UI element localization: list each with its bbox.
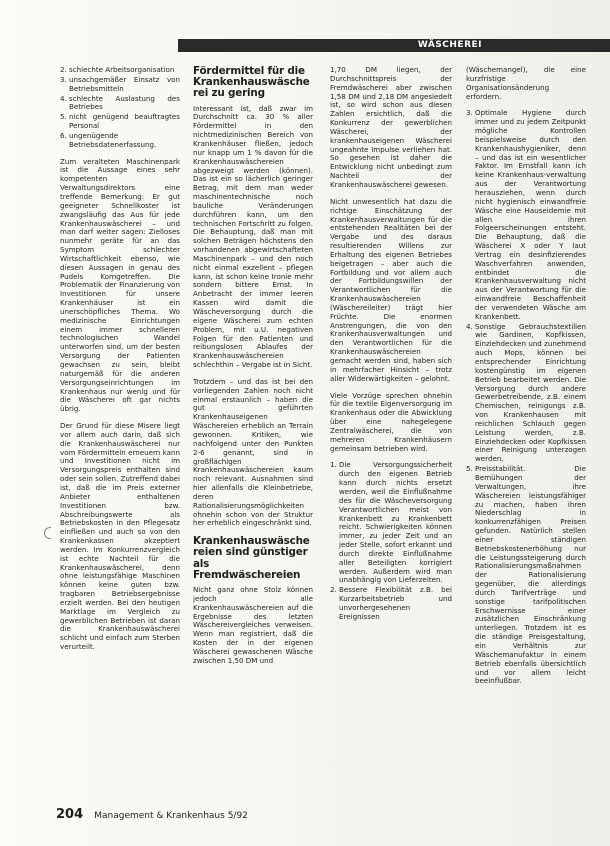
list-number: 5. (466, 464, 473, 474)
list-item (466, 323, 586, 465)
list-number: 3. (60, 74, 67, 84)
list-text: schlechte Arbeitsorganisation (69, 65, 175, 74)
list-item (60, 66, 180, 75)
list-item (60, 132, 180, 150)
publication-title: Management & Krankenhaus 5/92 (94, 811, 248, 821)
section-header-bar (178, 39, 610, 52)
body-paragraph: Zum veralteten Maschinenpark ist die Aussage eines sehr kompetenten Verwaltungsdirektors eine treffende Bemerkung: Er gut geeigneter Schnellkoster ist zwangsläufig das Aus für jede Krankenhauswäscherei – und man darf weiter sagen: Zielloses nunmehr geräte für an das Symptom schlechter Wirtschaftlichkeit ebenso, wie diesen Aussagen in genau des Pudels Korngetreffen. Die Problematik der Finanzierung von Investitionen für unsere Krankenhäuser ist ein unerschöpfliches Thema. Wo medizinische Einrichtungen einem immer schnelleren technologischen Wandel unterworfen sind, um der besten Versorgung der Patienten gewachsen zu sein, bleibt naturgemäß für die anderen Versorgungseinrichtungen im Krankenhaus nur wenig und für die Wäscherei oft gar nichts übrig. (60, 156, 180, 414)
list-item (466, 109, 586, 321)
body-paragraph: Interessant ist, daß zwar im Durchschnitt ca. 30 % aller Fördermittel in den nichtmedizinischen Bereich von Krankenhäuser fließen, jedoch nur knapp um 1 % davon für die Krankenhauswäschereien abgezweigt werden (können). Das ist ein so lächerlich geringer Betrag, mit dem man weder maschinentechnische noch bauliche Veränderungen durchführen kann, um den technischen Fortschritt zu folgen. Die Behauptung, daß man mit solchen Beträgen höchstens den vorhandenen abgewirtschafteten Maschinenpark – und den noch nicht einmal exzellent – pflegen kann, ist schon keine Ironie mehr sondern bittere Ernst. In Anbetracht der immer leeren Kassen wird damit die Wäscheversorgung durch die eigene Wäscherei zum echten Problem, mit u.U. negativen Folgen für den Patienten und reibungslosen Ablaufes der Krankenhauswäschereien schlechthin – Vergabe ist in Sicht. (193, 103, 313, 370)
list-number: 4. (466, 321, 473, 331)
page-footer (56, 806, 248, 820)
margin-mark (44, 527, 51, 539)
list-text: Sonstige Gebrauchstextilien wie Gardinen, Kopfkissen, Einziehdecken und zunehmend auch Mops, können bei entsprechender Einrichtung kostengünstig im eigenen Betrieb bearbeitet werden. Die Versorgung durch andere Gewerbetreibende, z.B. einem Chemischen, reinigungs z.B. von Krankenhausen mit reichlichen Schlauch gegen Leistung werden, z.B. Einziehdecken oder Kopfkissen einer Reinigung unterzogen werden. (475, 321, 586, 464)
list-item (60, 95, 180, 113)
list-item (330, 461, 452, 585)
subheading: Krankenhauswäschereien sind günstiger als Fremdwäschereien (193, 535, 310, 581)
list-item (60, 76, 180, 94)
subheading: Fördermittel für die Krankenhauswäscherei zu gering (193, 65, 310, 100)
numbered-list (60, 66, 180, 150)
list-text: Preisstabilität. Die Bemühungen der Verwaltungen, ihre Wäschereien leistungsfähiger zu machen, haben ihren Niederschlag in konkurrenzfähigen Preisen gefunden. Natürlich stellen einer ständigen Betriebskostenerhöhung nur die Leistungssteigerung durch Rationalisierungsmaßnahmen der Rationalisierung gegenüber, die allerdings durch Tarifverträge und sonstige tarifpolitischen Erschwernisse einer zusätzlichen Einschränkung unterliegen. Trotzdem ist es die ständige Preisgestaltung, ein Verhältnis zur Wäschemanufaktur in einem Betrieb ebenfalls übersichtlich und vor allem leicht beeinflußbar. (475, 464, 586, 686)
body-paragraph: Nicht ganz ohne Stolz können jedoch alle Krankenhauswäschereien auf die Ergebnisse des letzten Wäschereivergleiches verweisen. Wenn man registriert, daß die Kosten der in der eigenen Wäscherei gewaschenen Wäsche zwischen 1,50 DM und (193, 585, 313, 665)
list-number: 6. (60, 130, 67, 140)
list-item (466, 465, 586, 686)
list-item (60, 113, 180, 131)
column-1 (60, 66, 180, 660)
body-paragraph: Trotzdem – und das ist bei den vorliegenden Zahlen noch nicht einmal erstaunlich – haben die gut geführten Krankenhauseigenen Wäschereien erheblich an Terrain gewonnen. Kritiken, wie nachfolgend unter den Punkten 2-6 genannt, sind in großflächigen Krankenhauswäschereien kaum noch relevant. Ausnahmen sind hier allenfalls die Kleinbetriebe, deren Rationalisierungsmöglichkeiten ohnehin schon von der Struktur her erheblich eingeschränkt sind. (193, 376, 313, 528)
list-number: 4. (60, 93, 67, 103)
list-number: 2. (60, 65, 67, 74)
column-2 (193, 66, 313, 674)
numbered-list (466, 109, 586, 686)
list-text: unsachgemäßer Einsatz von Betriebsmitteln (69, 74, 180, 93)
body-paragraph: (Wäschemangel), die eine kurzfristige Organisationsänderung erfordern. (466, 65, 586, 101)
list-text: Die Versorgungssicherheit durch den eigenen Betrieb kann durch nichts ersetzt werden, weil die Einflußnahme des für die Wäscheversorgung Verantwortlichen meist von Krankenbett zu Krankenbett reicht. Schwierigkeiten können immer, zu jeder Zeit und an jeder Stelle, sofort erkannt und durch direkte Einflußnahme aller Beteiligten korrigiert werden. Außerdem wird man unabhängig von Lieferzeiten. (339, 460, 452, 585)
body-paragraph: Der Grund für diese Misere liegt vor allem auch darin, daß sich die Krankenhauswäscherei nur vom Fördermitteln erneuern kann und Investitionen nicht im Versorgungspreis enthalten sind oder sein sollen. Zutreffend dabei ist, daß die im Preis externer Anbieter enthaltenen Investitionen bzw. Abschreibungswerte als Betriebskosten in den Pflegesatz einfließen und auch so von den Krankenkassen akzeptiert werden. Im Konkurrenzvergleich ist echte Nachteil für die Krankenhauswäscherei, denn ohne leistungsfähige Maschinen können keine guten bzw. tragbaren Betriebsergebnisse erzielt werden. Bei den heutigen Marktlage im Vergleich zu gewerblichen Betrieben ist daran die Krankenhauswäscherei schlicht und einfach zum Sterben verurteilt. (60, 421, 180, 652)
page-number: 204 (56, 807, 84, 822)
list-text: Bessere Flexibilität z.B. bei Kurzarbeitsbetrieb und unvorhergesehenen Ereignissen (339, 585, 452, 621)
list-number: 5. (60, 112, 67, 122)
list-text: ungenügende Betriebsdatenerfassung. (69, 130, 157, 149)
body-paragraph: Viele Vorzüge sprechen ohnehin für die textile Eigenversorgung im Krankenhaus oder die Abwicklung über eine nahegelegene Zentralwäscherei, die von mehreren Krankenhäusern gemeinsam betrieben wird. (330, 390, 452, 453)
list-text: Optimale Hygiene durch immer und zu jedem Zeitpunkt mögliche Kontrollen beispielsweise durch den Krankenhaushygieniker, denn – und das ist ein wesentlicher Faktor. Im Ernstfall kann ich keine Krankenhaus-verwaltung aus der Verantwortung herausziehen, wenn durch nicht hygienisch einwandfreie Wäsche eine Hauseidemie mit allen ihren Folgeerscheinungen entsteht. Die Behauptung, daß die Wäscherei X oder Y laut Vertrag ein desinfizierendes Waschverfahren anwenden, entbindet die Krankenhausverwaltung nicht aus der Verantwortung für die einwandfreie Beschaffenheit der verwendeten Wäsche am Krankenbett. (475, 108, 586, 321)
list-item (330, 586, 452, 621)
list-number: 1. (330, 460, 337, 470)
column-4 (466, 66, 586, 694)
section-label: WÄSCHEREI (417, 40, 482, 50)
list-number: 2. (330, 585, 337, 595)
list-number: 3. (466, 108, 473, 118)
numbered-list (330, 461, 452, 621)
body-paragraph: Nicht unwesentlich hat dazu die richtige Einschätzung der Krankenhausverwaltungen für die entstehenden Realitäten bei der Vergabe und des daraus resultierenden Willens zur Erhaltung des eigenen Betriebes beigetragen – aber auch die Fortbildung und vor allem auch der Fortbildungswillen der Verantwortlichen für die Krankenhauswäschereien (Wäschereileiter) trägt hier Früchte. Die enormen Anstrengungen, die von den Krankenhausverwaltungen und den Verantwortlichen für die Krankenhauswäschereien gemacht werden sind, haben sich in mehrfacher Hinsicht – trotz aller Widerwärtigkeiten – gelohnt. (330, 196, 452, 383)
list-text: schlechte Auslastung des Betriebes (69, 93, 180, 112)
list-text: nicht genügend beauftragtes Personal (69, 112, 180, 131)
column-3 (330, 66, 452, 630)
body-paragraph: 1,70 DM liegen, der Durchschnittspreis der Fremdwäscherei aber zwischen 1,58 DM und 2,18 DM angesiedelt ist, so wird schon aus diesen Zahlen ersichtlich, daß die Konkurrenz der gewerblichen Wäscherei, der krankenhauseigenen Wäscherei ungeahnte Impulse verliehen hat. So gesehen ist daher die Entwicklung nicht unbedingt zum Nachteil der Krankenhauswäscherei gewesen. (330, 65, 452, 189)
